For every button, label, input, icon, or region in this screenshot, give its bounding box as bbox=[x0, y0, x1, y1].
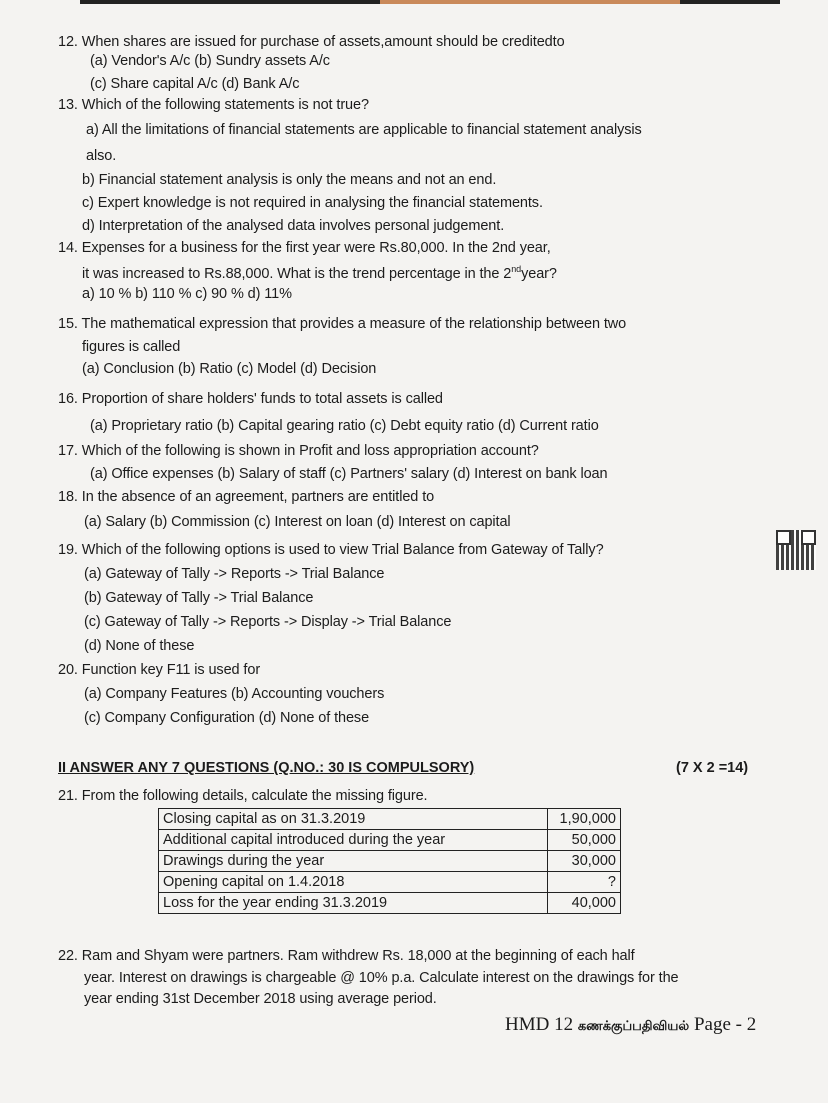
capital-table bbox=[158, 808, 621, 914]
question-text: 22. Ram and Shyam were partners. Ram withdrew Rs. 18,000 at the beginning of each half bbox=[58, 948, 635, 964]
table-row bbox=[159, 851, 621, 872]
question-text: 13. Which of the following statements is not true? bbox=[58, 97, 369, 113]
row-label: Closing capital as on 31.3.2019 bbox=[159, 809, 548, 830]
question-option: (c) Company Configuration (d) None of these bbox=[84, 710, 370, 726]
question-option: (a) Vendor's A/c (b) Sundry assets A/c bbox=[90, 53, 330, 69]
question-text: year. Interest on drawings is chargeable @ 10% p.a. Calculate interest on the drawings for the bbox=[84, 970, 679, 986]
question-text: year ending 31st December 2018 using average period. bbox=[84, 991, 437, 1007]
question-text: 16. Proportion of share holders' funds to total assets is called bbox=[58, 391, 443, 407]
question-text: 12. When shares are issued for purchase of assets,amount should be creditedto bbox=[58, 34, 565, 50]
section-marks: (7 X 2 =14) bbox=[676, 760, 749, 776]
row-label: Additional capital introduced during the year bbox=[159, 830, 548, 851]
row-value: 30,000 bbox=[548, 851, 621, 872]
question-option: (a) Office expenses (b) Salary of staff (c) Partners' salary (d) Interest on bank loan bbox=[90, 466, 608, 482]
question-text: 18. In the absence of an agreement, partners are entitled to bbox=[58, 489, 435, 505]
footer-page: Page - 2 bbox=[693, 1014, 757, 1035]
row-label: Loss for the year ending 31.3.2019 bbox=[159, 893, 548, 914]
page-top-edge-color bbox=[380, 0, 680, 4]
question-option: (a) Conclusion (b) Ratio (c) Model (d) Decision bbox=[82, 361, 377, 377]
section-heading: II ANSWER ANY 7 QUESTIONS (Q.NO.: 30 IS COMPULSORY) bbox=[58, 760, 475, 776]
footer-subject: கணக்குப்பதிவியல் bbox=[577, 1019, 690, 1034]
question-option: (a) Proprietary ratio (b) Capital gearing ratio (c) Debt equity ratio (d) Current ratio bbox=[90, 418, 599, 434]
qr-code bbox=[776, 530, 816, 570]
question-text bbox=[82, 264, 557, 282]
question-text: 19. Which of the following options is used to view Trial Balance from Gateway of Tally? bbox=[58, 542, 604, 558]
question-option: (a) Salary (b) Commission (c) Interest on loan (d) Interest on capital bbox=[84, 514, 511, 530]
question-text: 17. Which of the following is shown in Profit and loss appropriation account? bbox=[58, 443, 539, 459]
question-option: (a) Company Features (b) Accounting vouchers bbox=[84, 686, 385, 702]
row-value: 40,000 bbox=[548, 893, 621, 914]
question-option: (b) Gateway of Tally -> Trial Balance bbox=[84, 590, 314, 606]
table-row bbox=[159, 830, 621, 851]
table-row bbox=[159, 809, 621, 830]
question-option: (c) Gateway of Tally -> Reports -> Display -> Trial Balance bbox=[84, 614, 452, 630]
row-value: 1,90,000 bbox=[548, 809, 621, 830]
page-footer bbox=[505, 1014, 756, 1036]
question-option: c) Expert knowledge is not required in analysing the financial statements. bbox=[82, 195, 543, 211]
question-option: a) 10 % b) 110 % c) 90 % d) 11% bbox=[82, 286, 292, 302]
table-row bbox=[159, 872, 621, 893]
question-text: 14. Expenses for a business for the first year were Rs.80,000. In the 2nd year, bbox=[58, 240, 551, 256]
question-option: b) Financial statement analysis is only the means and not an end. bbox=[82, 172, 497, 188]
row-label: Drawings during the year bbox=[159, 851, 548, 872]
question-option: (c) Share capital A/c (d) Bank A/c bbox=[90, 76, 300, 92]
question-text: 20. Function key F11 is used for bbox=[58, 662, 261, 678]
question-text: figures is called bbox=[82, 339, 181, 355]
question-text: 15. The mathematical expression that provides a measure of the relationship between two bbox=[58, 316, 627, 332]
footer-code: HMD 12 bbox=[505, 1014, 574, 1035]
question-21-text: 21. From the following details, calculate the missing figure. bbox=[58, 788, 428, 804]
question-text-part: it was increased to Rs.88,000. What is the trend percentage in the 2 bbox=[82, 265, 512, 282]
question-text-part: year? bbox=[521, 265, 557, 282]
question-option: (a) Gateway of Tally -> Reports -> Trial Balance bbox=[84, 566, 385, 582]
question-option: a) All the limitations of financial statements are applicable to financial statement analysis bbox=[86, 122, 642, 138]
row-label: Opening capital on 1.4.2018 bbox=[159, 872, 548, 893]
question-option: (d) None of these bbox=[84, 638, 195, 654]
table-row bbox=[159, 893, 621, 914]
row-value: 50,000 bbox=[548, 830, 621, 851]
question-option: also. bbox=[86, 148, 117, 164]
row-value: ? bbox=[548, 872, 621, 893]
question-option: d) Interpretation of the analysed data involves personal judgement. bbox=[82, 218, 505, 234]
superscript: nd bbox=[511, 264, 522, 274]
